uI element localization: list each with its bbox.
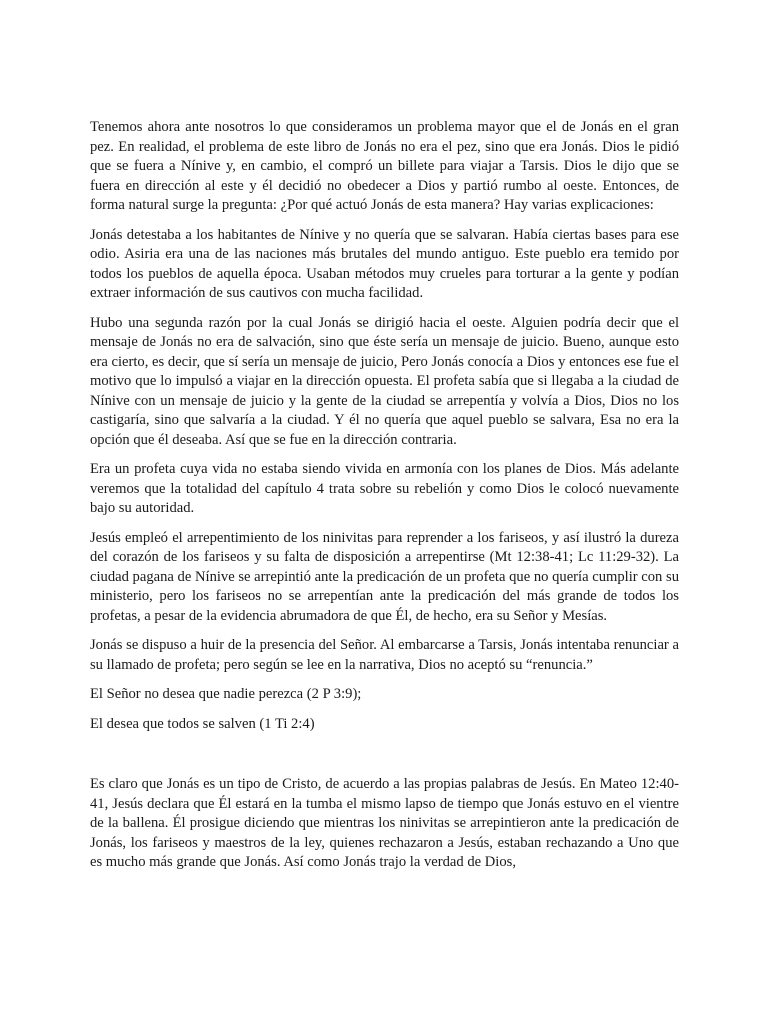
paragraph-second-reason: Hubo una segunda razón por la cual Jonás se dirigió hacia el oeste. Alguien podría decir que el mensaje de Jonás no era de salvación, sino que éste sería un mensaje de juicio. Bueno, aunque esto era cierto, es decir, que sí sería un mensaje de juicio, Pero Jonás conocía a Dios y entonces ese fue el motivo que lo impulsó a viajar en la dirección opuesta. El profeta sabía que si llegaba a la ciudad de Nínive con un mensaje de juicio y la gente de la ciudad se arrepentía y volvía a Dios, Dios no los castigaría, sino que salvaría a la ciudad. Y él no quería que aquel pueblo se salvara, Esa no era la opción que él deseaba. Así que se fue en la dirección contraria. (90, 314, 679, 448)
paragraph-first-reason: Jonás detestaba a los habitantes de Nínive y no quería que se salvaran. Había ciertas bases para ese odio. Asiria era una de las naciones más brutales del mundo antiguo. Este pueblo era temido por todos los pueblos de aquella época. Usaban métodos muy crueles para torturar a la gente y podían extraer información de sus cautivos con mucha facilidad. (90, 226, 679, 301)
paragraph-jesus-ninevites: Jesús empleó el arrepentimiento de los ninivitas para reprender a los fariseos, y así ilustró la dureza del corazón de los fariseos y su falta de disposición a arrepentirse (Mt 12:38-41; Lc 11:29-32). La ciudad pagana de Nínive se arrepintió ante la predicación de un profeta que no quería cumplir con su ministerio, pero los fariseos no se arrepentían ante la predicación del más grande de todos los profetas, a pesar de la evidencia abrumadora de que Él, de hecho, era su Señor y Mesías. (90, 529, 679, 624)
section-spacer (90, 744, 679, 775)
paragraph-prophet-life: Era un profeta cuya vida no estaba siendo vivida en armonía con los planes de Dios. Más adelante veremos que la totalidad del capítulo 4 trata sobre su rebelión y como Dios le colocó nuevamente bajo su autoridad. (90, 461, 679, 516)
document-body (90, 118, 679, 883)
paragraph-verse-saved: El desea que todos se salven (1 Ti 2:4) (90, 715, 315, 732)
paragraph-type-of-christ: Es claro que Jonás es un tipo de Cristo, de acuerdo a las propias palabras de Jesús. En Mateo 12:40-41, Jesús declara que Él estará en la tumba el mismo lapso de tiempo que Jonás estuvo en el vientre de la ballena. Él prosigue diciendo que mientras los ninivitas se arrepintieron ante la predicación de Jonás, los fariseos y maestros de la ley, quienes rechazaron a Jesús, estaban rechazando a Uno que es mucho más grande que Jonás. Así como Jonás trajo la verdad de Dios, (90, 776, 679, 870)
paragraph-intro: Tenemos ahora ante nosotros lo que consideramos un problema mayor que el de Jonás en el gran pez. En realidad, el problema de este libro de Jonás no era el pez, sino que era Jonás. Dios le pidió que se fuera a Nínive y, en cambio, el compró un billete para viajar a Tarsis. Dios le dijo que se fuera en dirección al este y él decidió no obedecer a Dios y partió rumbo al oeste. Entonces, de forma natural surge la pregunta: ¿Por qué actuó Jonás de esta manera? Hay varias explicaciones: (90, 119, 679, 213)
paragraph-flight: Jonás se dispuso a huir de la presencia del Señor. Al embarcarse a Tarsis, Jonás intentaba renunciar a su llamado de profeta; pero según se lee en la narrativa, Dios no aceptó su “renuncia.” (90, 637, 679, 673)
paragraph-verse-perish: El Señor no desea que nadie perezca (2 P 3:9); (90, 686, 362, 702)
